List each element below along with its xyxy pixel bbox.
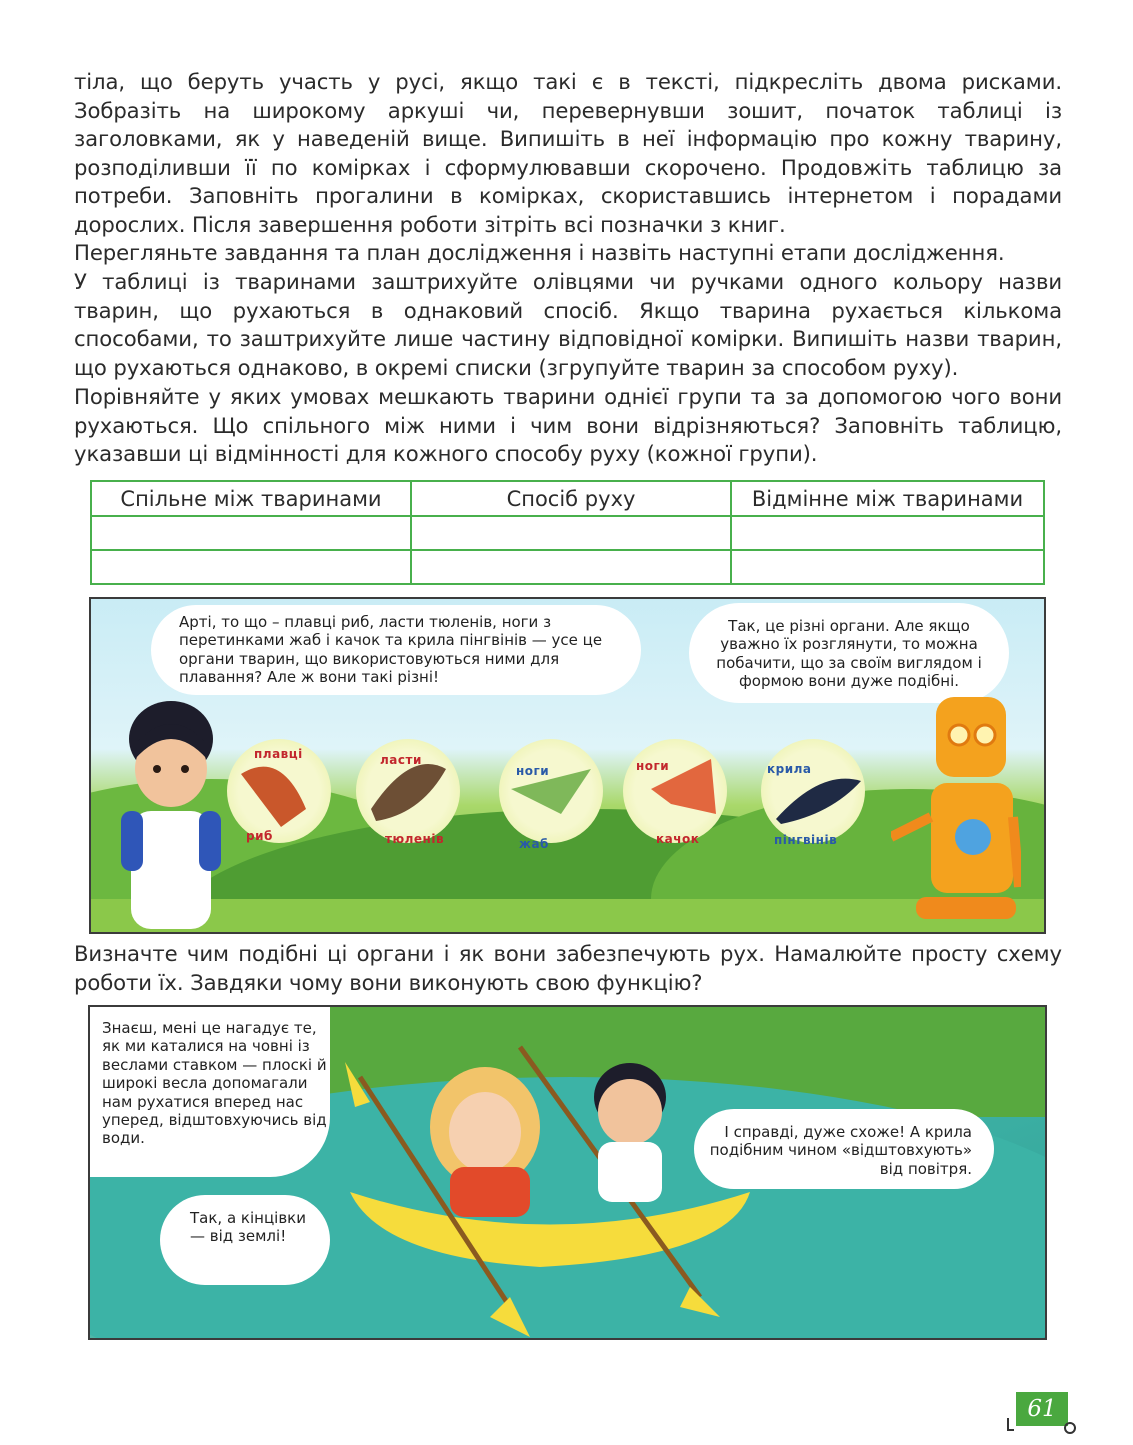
page-corner-decoration	[1004, 1416, 1084, 1436]
small-speech-text: Так, а кінцівки — від землі!	[190, 1209, 306, 1246]
table-cell[interactable]	[411, 550, 731, 584]
robot-speech-text: Так, це різні органи. Але якщо уважно їх розглянути, то можна побачити, що за своїм виглядом і формою вони дуже подібні.	[716, 617, 982, 691]
organ-label-top: ноги	[636, 759, 670, 773]
table-row	[91, 516, 1044, 550]
organ-label-bottom: качок	[656, 832, 700, 846]
table-cell[interactable]	[731, 550, 1044, 584]
organ-label-top: плавці	[254, 747, 303, 761]
table-header: Спільне між тваринами	[91, 481, 411, 516]
instruction-paragraph: У таблиці із тваринами заштрихуйте олівцями чи ручками одного кольору назви тварин, що рухаються в однаковий спосіб. Якщо тварина рухається кількома способами, то заштрихуйте лише частину відповідної комірки. Випишіть назви тварин, що рухаються однаково, в окремі списки (згрупуйте тварин за способом руху).	[74, 269, 1062, 380]
comparison-table	[90, 480, 1045, 585]
robot-character	[891, 697, 1021, 927]
instruction-paragraph: Визначте чим подібні ці органи і як вони забезпечують рух. Намалюйте просту схему роботи їх. Завдяки чому вони виконують свою функцію?	[74, 941, 1062, 995]
comic-panel-boat	[88, 1005, 1047, 1340]
girl-speech-text: Знаєш, мені це нагадує те, як ми каталися на човні із веслами ставком — плоскі й широкі весла допомагали нам рухатися вперед нас уперед, відштовхуючись від води.	[102, 1019, 327, 1148]
organ-label-top: ноги	[516, 764, 550, 778]
comic-panel-organs	[89, 597, 1046, 934]
boy-speech-text: Арті, то що – плавці риб, ласти тюленів, ноги з перетинками жаб і качок та крила пінгвінів — усе це органи тварин, що використовуються ними для плавання? Але ж вони такі різні!	[179, 613, 603, 687]
organ-label-bottom: риб	[246, 829, 273, 843]
instruction-paragraph: Перегляньте завдання та план дослідження і назвіть наступні етапи дослідження.	[74, 240, 1005, 265]
table-cell[interactable]	[91, 550, 411, 584]
organ-label-bottom: пінгвінів	[774, 833, 838, 847]
table-header: Спосіб руху	[411, 481, 731, 516]
page-number: 61	[1016, 1392, 1068, 1426]
table-cell[interactable]	[411, 516, 731, 550]
boy-speech-text: І справді, дуже схоже! А крила подібним чином «відштовхують» від повітря.	[709, 1123, 972, 1178]
organ-label-bottom: тюленів	[385, 832, 445, 846]
organ-label-top: ласти	[380, 753, 422, 767]
table-cell[interactable]	[731, 516, 1044, 550]
table-row	[91, 550, 1044, 584]
girl-speech-bubble	[90, 1007, 330, 1177]
organ-label-top: крила	[767, 762, 812, 776]
small-speech-bubble	[160, 1195, 330, 1285]
table-header: Відмінне між тваринами	[731, 481, 1044, 516]
instruction-paragraph: тіла, що беруть участь у русі, якщо такі є в тексті, підкресліть двома рисками. Зобразіть на широкому аркуші чи, перевернувши зошит, початок таблиці із заголовками, як у наведеній вище. Випишіть в неї інформацію про кожну тварину, розподіливши її по комірках і сформулювавши скорочено. Продовжіть таблицю за потреби. Заповніть прогалини в комірках, скориставшись інтернетом і порадами дорослих. Після завершення роботи зітріть всі позначки з книг.	[74, 69, 1062, 237]
instruction-paragraph: Порівняйте у яких умовах мешкають тварини однієї групи та за допомогою чого вони рухаються. Що спільного між ними і чим вони відрізняються? Заповніть таблицю, указавши ці відмінності для кожного способу руху (кожної групи).	[74, 384, 1062, 467]
organ-label-bottom: жаб	[519, 837, 549, 851]
table-cell[interactable]	[91, 516, 411, 550]
boy-speech-bubble	[694, 1109, 994, 1189]
